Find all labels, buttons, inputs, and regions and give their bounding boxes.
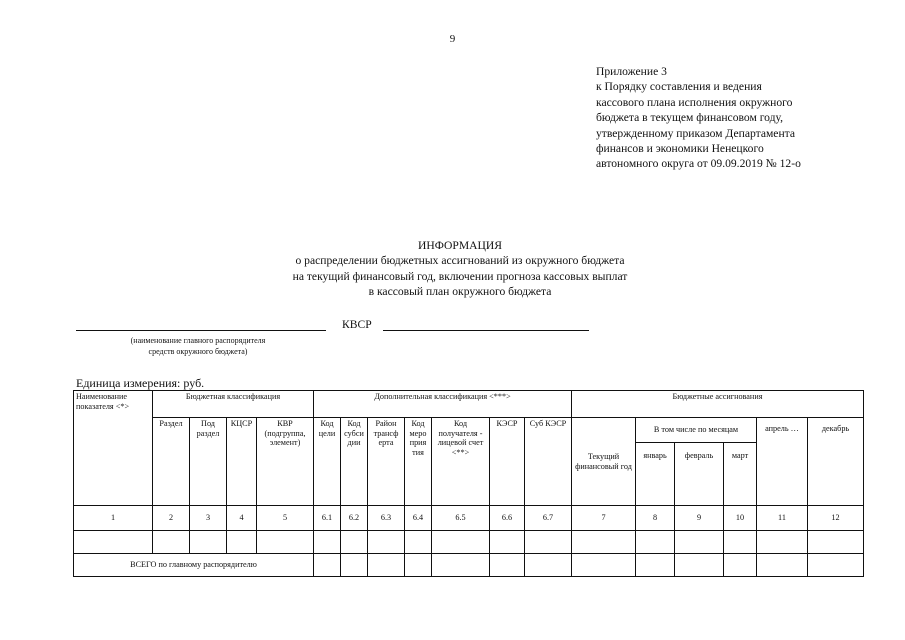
header-budget-allocations: Бюджетные ассигнования [572, 391, 864, 418]
annex-line: утвержденному приказом Департамента [596, 126, 796, 140]
empty-cell [405, 531, 432, 554]
empty-cell [314, 554, 341, 577]
header-december: декабрь [808, 418, 864, 506]
empty-cell [636, 531, 675, 554]
header-kesr: КЭСР [490, 418, 525, 506]
title-line: в кассовый план окружного бюджета [368, 284, 552, 298]
empty-cell [257, 531, 314, 554]
empty-cell [636, 554, 675, 577]
empty-cell [808, 531, 864, 554]
column-number: 5 [257, 506, 314, 531]
empty-cell [724, 531, 757, 554]
header-indicator-name: Наименование показателя <*> [74, 391, 153, 506]
empty-cell [572, 554, 636, 577]
column-number: 6.2 [341, 506, 368, 531]
column-number: 7 [572, 506, 636, 531]
empty-cell [341, 554, 368, 577]
annex-line: кассового плана исполнения окружного [596, 95, 793, 109]
empty-cell [432, 531, 490, 554]
column-number: 6.3 [368, 506, 405, 531]
column-number: 4 [227, 506, 257, 531]
table-row [74, 531, 864, 554]
column-number: 9 [675, 506, 724, 531]
header-april-ellipsis: апрель … [757, 418, 808, 506]
total-label: ВСЕГО по главному распорядителю [74, 554, 314, 577]
header-incl-months: В том числе по месяцам [636, 418, 757, 443]
page-number: 9 [449, 33, 456, 45]
annex-line: автономного округа от 09.09.2019 № 12-о [596, 157, 801, 171]
column-number: 11 [757, 506, 808, 531]
header-section: Раздел [153, 418, 190, 506]
kvsr-label: КВСР [342, 318, 372, 331]
header-sub-kesr: Суб КЭСР [525, 418, 572, 506]
column-number: 1 [74, 506, 153, 531]
column-number: 6.6 [490, 506, 525, 531]
empty-cell [490, 554, 525, 577]
header-subsection: Под раздел [190, 418, 227, 506]
column-number: 6.4 [405, 506, 432, 531]
header-recipient-code: Код получателя - лицевой счет <**> [432, 418, 490, 506]
column-number: 12 [808, 506, 864, 531]
column-number: 6.7 [525, 506, 572, 531]
empty-cell [314, 531, 341, 554]
empty-cell [405, 554, 432, 577]
caption-line: средств окружного бюджета) [148, 347, 248, 356]
annex-line: Приложение 3 [596, 65, 667, 78]
empty-cell [724, 554, 757, 577]
annex-line: к Порядку составления и ведения [596, 80, 762, 94]
empty-cell [525, 554, 572, 577]
annex-note [596, 64, 801, 172]
manager-name-field-line [76, 330, 326, 331]
manager-name-caption [108, 335, 288, 357]
total-row [74, 554, 864, 577]
column-number: 6.1 [314, 506, 341, 531]
header-kvr: КВР (подгруппа, элемент) [257, 418, 314, 506]
empty-cell [675, 531, 724, 554]
header-transfer-district: Район трансф ерта [368, 418, 405, 506]
empty-cell [227, 531, 257, 554]
kvsr-field-line [383, 330, 589, 331]
header-january: январь [636, 443, 675, 506]
header-event-code: Код меро прия тия [405, 418, 432, 506]
caption-line: (наименование главного распорядителя [130, 336, 266, 345]
empty-cell [368, 554, 405, 577]
header-current-year: Текущий финансовый год [572, 418, 636, 506]
empty-cell [490, 531, 525, 554]
title-heading: ИНФОРМАЦИЯ [417, 239, 503, 252]
empty-cell [572, 531, 636, 554]
empty-cell [74, 531, 153, 554]
empty-cell [757, 531, 808, 554]
empty-cell [432, 554, 490, 577]
document-title [200, 238, 720, 299]
empty-cell [757, 554, 808, 577]
empty-cell [808, 554, 864, 577]
title-line: о распределении бюджетных ассигнований из окружного бюджета [295, 254, 625, 268]
header-subsidy-code: Код субси дии [341, 418, 368, 506]
column-number: 10 [724, 506, 757, 531]
title-line: на текущий финансовый год, включении прогноза кассовых выплат [292, 269, 628, 283]
column-number: 3 [190, 506, 227, 531]
header-additional-classification: Дополнительная классификация <***> [314, 391, 572, 418]
annex-line: бюджета в текущем финансовом году, [596, 111, 784, 125]
header-kcsr: КЦСР [227, 418, 257, 506]
empty-cell [153, 531, 190, 554]
header-budget-classification: Бюджетная классификация [153, 391, 314, 418]
empty-cell [368, 531, 405, 554]
column-number: 8 [636, 506, 675, 531]
empty-cell [525, 531, 572, 554]
empty-cell [341, 531, 368, 554]
header-february: февраль [675, 443, 724, 506]
allocation-table [73, 390, 864, 577]
column-number: 6.5 [432, 506, 490, 531]
header-march: март [724, 443, 757, 506]
empty-cell [675, 554, 724, 577]
annex-line: финансов и экономики Ненецкого [596, 142, 764, 156]
unit-of-measure: Единица измерения: руб. [76, 376, 205, 390]
column-number: 2 [153, 506, 190, 531]
header-goal-code: Код цели [314, 418, 341, 506]
empty-cell [190, 531, 227, 554]
